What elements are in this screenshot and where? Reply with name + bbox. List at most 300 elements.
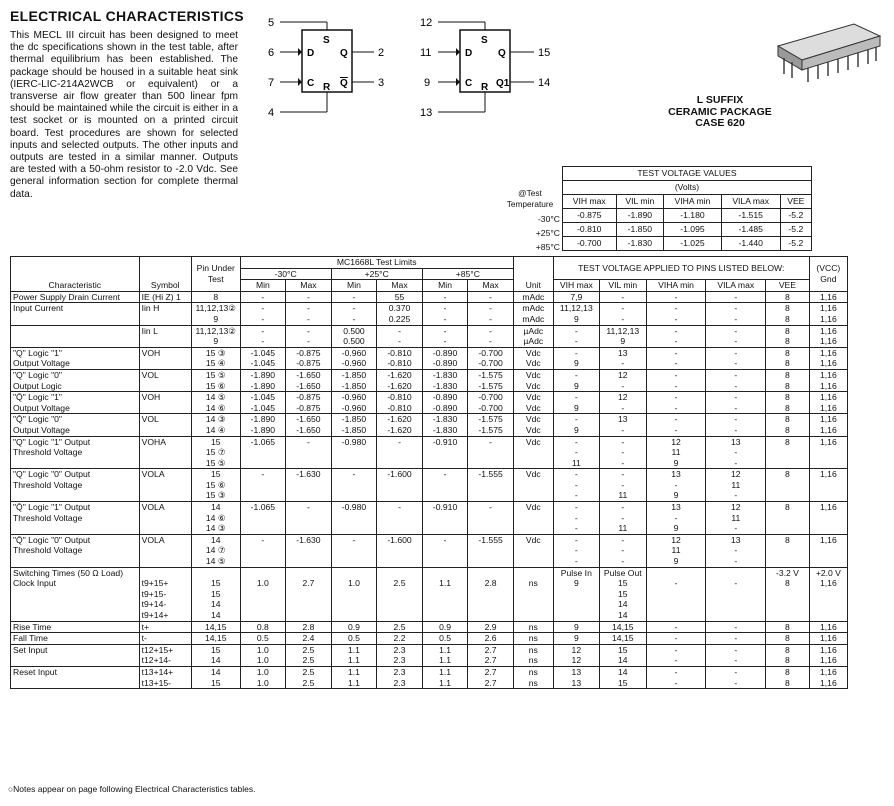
limit-cell: - <box>331 534 377 567</box>
max-header: Max <box>286 280 332 292</box>
pin-label: 3 <box>378 77 385 89</box>
unit-cell: Vdc Vdc <box>513 414 553 436</box>
table-row <box>11 621 848 633</box>
apply-cell: 12 - <box>599 392 646 414</box>
limit-cell: -1.065 <box>240 436 286 469</box>
gate-label: R <box>481 82 489 93</box>
pin-label: 5 <box>268 17 275 29</box>
apply-cell: - <box>599 291 646 303</box>
limit-cell: 55 <box>377 291 423 303</box>
limit-cell: -0.910 <box>422 436 468 469</box>
temp-label-line: Temperature <box>506 199 554 209</box>
limit-cell: 2.6 <box>468 633 514 645</box>
vcc-cell: 1,16 <box>809 469 847 502</box>
temp-header: +25°C <box>331 268 422 280</box>
apply-cell: - - - <box>599 436 646 469</box>
unit-cell: ns ns <box>513 644 553 666</box>
limit-cell: 2.3 2.3 <box>377 666 423 688</box>
tv-row <box>563 209 812 223</box>
limit-cell: -1.045 -1.045 <box>240 392 286 414</box>
table-row <box>11 633 848 645</box>
vcc-cell: 1,16 <box>809 291 847 303</box>
limit-cell: -1.620 -1.620 <box>377 414 423 436</box>
gate-label: R <box>323 82 331 93</box>
limit-cell: 0.370 0.225 <box>377 303 423 325</box>
limit-cell: 2.9 <box>468 621 514 633</box>
characteristic-cell: "Q̄" Logic "1" Output Threshold Voltage <box>11 502 140 535</box>
limit-cell: - <box>422 469 468 502</box>
characteristic-cell: Fall Time <box>11 633 140 645</box>
characteristic-cell: Switching Times (50 Ω Load) Clock Input <box>11 567 140 621</box>
apply-cell: - - 11 <box>553 436 599 469</box>
pin-cell: 14,15 <box>191 621 240 633</box>
vcc-cell: 1,16 1,16 <box>809 414 847 436</box>
unit-cell: Vdc <box>513 534 553 567</box>
apply-cell: - - <box>646 644 706 666</box>
limit-cell: - - <box>286 325 332 347</box>
limit-cell: -0.700 -0.700 <box>468 392 514 414</box>
flipflop-diagram-1 <box>262 10 402 122</box>
limit-cell: - - <box>240 325 286 347</box>
tv-cell: -1.515 <box>721 209 780 223</box>
apply-cell: 13 - <box>599 414 646 436</box>
col-header-vcc: (VCC) Gnd <box>809 257 847 292</box>
pin-label: 6 <box>268 47 275 59</box>
characteristic-cell <box>11 325 140 347</box>
symbol-cell: VOLA <box>139 469 191 502</box>
limit-cell: -0.875 -0.875 <box>286 347 332 369</box>
limit-cell: -0.960 -0.960 <box>331 347 377 369</box>
unit-cell: Vdc <box>513 469 553 502</box>
symbol-cell: t9+15+ t9+15- t9+14- t9+14+ <box>139 567 191 621</box>
apply-cell: 12 11 - <box>706 469 766 502</box>
pin-cell: 8 <box>191 291 240 303</box>
limit-cell: -1.065 <box>240 502 286 535</box>
package-label <box>660 95 780 130</box>
unit-cell: Vdc Vdc <box>513 392 553 414</box>
min-header: Min <box>240 280 286 292</box>
limit-cell: - <box>468 502 514 535</box>
vcc-cell: 1,16 1,16 <box>809 369 847 391</box>
pin-cell: 14 ⑤ 14 ⑥ <box>191 392 240 414</box>
apply-title: TEST VOLTAGE APPLIED TO PINS LISTED BELOW: <box>553 257 809 280</box>
limit-cell: 1.0 1.0 <box>240 644 286 666</box>
unit-cell: mAdc mAdc <box>513 303 553 325</box>
tv-cell: -1.890 <box>616 209 664 223</box>
apply-cell: - - <box>646 392 706 414</box>
symbol-cell: VOH <box>139 347 191 369</box>
limit-cell: - - <box>468 303 514 325</box>
max-header: Max <box>468 280 514 292</box>
limit-cell: - <box>240 469 286 502</box>
apply-cell: 8 <box>766 534 810 567</box>
gate-label: S <box>481 35 488 46</box>
apply-cell: -3.2 V 8 <box>766 567 810 621</box>
gate-label: Q <box>340 78 348 89</box>
apply-cell: 12 - <box>599 369 646 391</box>
limit-cell: -1.555 <box>468 534 514 567</box>
vcc-cell: 1,16 1,16 <box>809 347 847 369</box>
tv-cell: -0.810 <box>563 223 617 237</box>
tv-header: VIHA min <box>664 195 722 209</box>
tv-temps <box>522 212 560 254</box>
gate-label: C <box>307 78 315 89</box>
footnote <box>8 784 256 794</box>
unit-cell: Vdc Vdc <box>513 369 553 391</box>
tv-cell: -0.875 <box>563 209 617 223</box>
pin-cell: 11,12,13② 9 <box>191 325 240 347</box>
symbol-cell: IE (Hi Z) 1 <box>139 291 191 303</box>
apply-cell: - - <box>646 666 706 688</box>
tv-cell: -1.180 <box>664 209 722 223</box>
apply-cell: - - - <box>553 469 599 502</box>
limit-cell: - <box>377 502 423 535</box>
apply-header: VIL min <box>599 280 646 292</box>
apply-cell: 8 <box>766 621 810 633</box>
limit-cell: -0.890 -0.890 <box>422 392 468 414</box>
apply-cell: - - <box>706 303 766 325</box>
apply-cell: 8 8 <box>766 325 810 347</box>
vcc-cell: 1,16 <box>809 534 847 567</box>
unit-cell: ns <box>513 621 553 633</box>
table-row <box>11 291 848 303</box>
apply-cell: 12 12 <box>553 644 599 666</box>
table-row <box>11 369 848 391</box>
min-header: Min <box>422 280 468 292</box>
apply-cell: 8 8 <box>766 303 810 325</box>
characteristic-cell: Power Supply Drain Current <box>11 291 140 303</box>
limit-cell: - - <box>331 303 377 325</box>
pin-cell: 15 15 14 14 <box>191 567 240 621</box>
package-line: CASE 620 <box>695 117 745 129</box>
limit-cell: -0.980 <box>331 502 377 535</box>
limit-cell: - - <box>286 303 332 325</box>
table-row <box>11 502 848 535</box>
tv-header: VILA max <box>721 195 780 209</box>
limit-cell: - - <box>468 325 514 347</box>
tv-cell: -5.2 <box>780 237 811 251</box>
limit-cell: - <box>286 502 332 535</box>
apply-cell: - <box>646 621 706 633</box>
limit-cell: -1.850 -1.850 <box>331 369 377 391</box>
limit-cell: 0.8 <box>240 621 286 633</box>
limit-cell: - - <box>240 303 286 325</box>
characteristic-cell: "Q" Logic "1" Output Voltage <box>11 347 140 369</box>
limit-cell: -1.630 <box>286 469 332 502</box>
limit-cell: - <box>240 291 286 303</box>
apply-cell: 8 <box>766 469 810 502</box>
tv-temp: +85°C <box>535 242 560 252</box>
symbol-cell: VOLA <box>139 534 191 567</box>
tv-row <box>563 237 812 251</box>
characteristic-cell: Set Input <box>11 644 140 666</box>
tv-cell: -1.095 <box>664 223 722 237</box>
apply-cell: - - <box>706 325 766 347</box>
pin-cell: 14 ③ 14 ④ <box>191 414 240 436</box>
apply-cell: - - <box>646 325 706 347</box>
limit-cell: 1.0 <box>331 567 377 621</box>
vcc-cell: 1,16 1,16 <box>809 644 847 666</box>
unit-cell: Vdc <box>513 436 553 469</box>
limit-cell: 2.3 2.3 <box>377 644 423 666</box>
pin-cell: 11,12,13② 9 <box>191 303 240 325</box>
characteristic-cell: "Q" Logic "0" Output Threshold Voltage <box>11 469 140 502</box>
tv-header: VIL min <box>616 195 664 209</box>
vcc-cell: 1,16 <box>809 621 847 633</box>
limit-cell: - <box>331 469 377 502</box>
pin-cell: 15 ⑤ 15 ⑥ <box>191 369 240 391</box>
apply-cell: - - <box>646 369 706 391</box>
pin-label: 13 <box>420 107 433 119</box>
unit-cell: mAdc <box>513 291 553 303</box>
limit-cell: 1.1 1.1 <box>331 666 377 688</box>
apply-cell: - - <box>706 414 766 436</box>
pin-cell: 15 15 ⑦ 15 ⑤ <box>191 436 240 469</box>
limit-cell: -0.875 -0.875 <box>286 392 332 414</box>
characteristics-body <box>11 291 848 688</box>
package-line: L SUFFIX <box>696 94 744 106</box>
symbol-cell: VOL <box>139 414 191 436</box>
characteristic-cell: Reset Input <box>11 666 140 688</box>
pin-label: 4 <box>268 107 275 119</box>
tv-cell: -1.485 <box>721 223 780 237</box>
symbol-cell: VOL <box>139 369 191 391</box>
temp-header: +85°C <box>422 268 513 280</box>
footnote-text: Notes appear on page following Electrical Characteristics tables. <box>13 784 256 794</box>
symbol-cell: VOH <box>139 392 191 414</box>
table-row <box>11 303 848 325</box>
col-header-characteristic: Characteristic <box>11 257 140 292</box>
symbol-cell: VOHA <box>139 436 191 469</box>
apply-cell: - <box>646 291 706 303</box>
apply-cell: 8 <box>766 502 810 535</box>
apply-cell: 8 <box>766 291 810 303</box>
limit-cell: -1.850 -1.850 <box>331 414 377 436</box>
tv-temp: +25°C <box>535 228 560 238</box>
characteristic-cell: "Q̄" Logic "0" Output Threshold Voltage <box>11 534 140 567</box>
unit-cell: ns ns <box>513 666 553 688</box>
tv-cell: -1.440 <box>721 237 780 251</box>
col-header-pin: Pin Under Test <box>191 257 240 292</box>
note-icon: ○ <box>8 784 14 794</box>
tv-cell: -5.2 <box>780 223 811 237</box>
limit-cell: 1.1 1.1 <box>422 666 468 688</box>
tv-title: TEST VOLTAGE VALUES <box>563 167 812 181</box>
max-header: Max <box>377 280 423 292</box>
table-row <box>11 392 848 414</box>
tv-cell: -5.2 <box>780 209 811 223</box>
limit-cell: 0.9 <box>422 621 468 633</box>
tv-row <box>563 223 812 237</box>
limit-cell: -1.620 -1.620 <box>377 369 423 391</box>
intro-paragraph: This MECL III circuit has been designed to meet the dc specifications shown in the test table, after thermal equilibrium has been established. The package should be housed in a suitable heat sink (IERC-LIC-214A2WCB or equivalent) or a transverse air flow greater than 500 linear fpm should be maintained while the circuit is either in a test socket or is mounted on a printed circuit board. Test procedures are shown for selected inputs and selected outputs. The other inputs and outputs are tested in a similar manner. Outputs are tested with a 50-ohm resistor to -2.0 Vdc. See general information section for complete thermal data. <box>10 30 238 200</box>
apply-cell: 11,12,13 9 <box>553 303 599 325</box>
limit-cell: 2.7 2.7 <box>468 644 514 666</box>
limit-cell: 2.7 2.7 <box>468 666 514 688</box>
limit-cell: 1.1 <box>422 567 468 621</box>
vcc-cell: 1,16 1,16 <box>809 303 847 325</box>
table-row <box>11 325 848 347</box>
tv-header: VIH max <box>563 195 617 209</box>
apply-header: VIH max <box>553 280 599 292</box>
limit-cell: 0.5 <box>422 633 468 645</box>
limit-cell: 2.5 2.5 <box>286 666 332 688</box>
temp-label <box>500 188 560 210</box>
symbol-cell: t- <box>139 633 191 645</box>
apply-cell: - 9 <box>553 369 599 391</box>
symbol-cell: t13+14+ t13+15- <box>139 666 191 688</box>
apply-cell: 8 8 <box>766 347 810 369</box>
table-row <box>11 534 848 567</box>
vcc-cell: 1,16 <box>809 436 847 469</box>
apply-cell: 14 15 <box>599 666 646 688</box>
limit-cell: - <box>422 534 468 567</box>
apply-cell: - - <box>706 644 766 666</box>
apply-cell: 14,15 <box>599 633 646 645</box>
apply-cell: 13 - 9 <box>646 502 706 535</box>
limit-cell: - - <box>377 325 423 347</box>
table-row <box>11 436 848 469</box>
limit-cell: 1.1 1.1 <box>422 644 468 666</box>
pin-label: 14 <box>538 77 551 89</box>
limit-cell: -1.600 <box>377 534 423 567</box>
limit-cell: - - <box>422 303 468 325</box>
limit-cell: -1.650 -1.650 <box>286 369 332 391</box>
apply-cell: 8 8 <box>766 369 810 391</box>
tv-cell: -1.850 <box>616 223 664 237</box>
symbol-cell: Iin L <box>139 325 191 347</box>
apply-cell: 13 - - <box>706 534 766 567</box>
gate-label: Q <box>498 48 506 59</box>
apply-cell: 11,12,13 9 <box>599 325 646 347</box>
symbol-cell: Iin H <box>139 303 191 325</box>
limit-cell: - <box>331 291 377 303</box>
characteristics-table <box>10 256 848 689</box>
apply-cell: - <box>706 567 766 621</box>
table-row <box>11 567 848 621</box>
table-row <box>11 347 848 369</box>
package-line: CERAMIC PACKAGE <box>668 105 772 118</box>
unit-cell: ns <box>513 633 553 645</box>
limit-cell: -0.810 -0.810 <box>377 392 423 414</box>
pin-label: 11 <box>420 47 432 59</box>
vcc-cell: +2.0 V 1,16 <box>809 567 847 621</box>
table-row <box>11 469 848 502</box>
limit-cell: 0.9 <box>331 621 377 633</box>
limit-cell: - <box>240 534 286 567</box>
limit-cell: -1.830 -1.830 <box>422 369 468 391</box>
characteristic-cell: "Q" Logic "0" Output Logic <box>11 369 140 391</box>
unit-cell: µAdc µAdc <box>513 325 553 347</box>
page-heading: ELECTRICAL CHARACTERISTICS <box>10 8 244 24</box>
apply-cell: 13 - <box>599 347 646 369</box>
gate-label: Q1 <box>496 78 510 89</box>
flipflop-diagram-2 <box>416 10 566 122</box>
pin-cell: 15 14 <box>191 644 240 666</box>
limit-cell: 0.5 <box>331 633 377 645</box>
apply-cell: - - <box>646 303 706 325</box>
tv-cell: -1.830 <box>616 237 664 251</box>
limit-cell: - - <box>422 325 468 347</box>
unit-cell: Vdc Vdc <box>513 347 553 369</box>
limit-cell: -1.045 -1.045 <box>240 347 286 369</box>
limit-cell: -0.960 -0.960 <box>331 392 377 414</box>
limit-cell: -1.890 -1.890 <box>240 414 286 436</box>
apply-cell: 12 11 9 <box>646 534 706 567</box>
limit-cell: 2.5 <box>377 567 423 621</box>
vcc-cell: 1,16 1,16 <box>809 392 847 414</box>
temp-header: -30°C <box>240 268 331 280</box>
gate-label: D <box>465 48 473 59</box>
min-header: Min <box>331 280 377 292</box>
apply-cell: - - <box>706 666 766 688</box>
limit-cell: -1.650 -1.650 <box>286 414 332 436</box>
symbol-cell: t+ <box>139 621 191 633</box>
vcc-cell: 1,16 <box>809 633 847 645</box>
characteristic-cell: "Q̄" Logic "0" Output Voltage <box>11 414 140 436</box>
limit-cell: -1.600 <box>377 469 423 502</box>
pin-label: 7 <box>268 77 275 89</box>
gate-label: D <box>307 48 315 59</box>
apply-cell: - <box>706 291 766 303</box>
pin-label: 2 <box>378 47 385 59</box>
limit-cell: 2.8 <box>468 567 514 621</box>
apply-cell: 14,15 <box>599 621 646 633</box>
limit-cell: 1.0 1.0 <box>240 666 286 688</box>
pin-cell: 15 ③ 15 ④ <box>191 347 240 369</box>
apply-cell: 13 - 9 <box>646 469 706 502</box>
characteristic-cell: "Q" Logic "1" Output Threshold Voltage <box>11 436 140 469</box>
limit-cell: 1.1 1.1 <box>331 644 377 666</box>
limit-cell: -0.890 -0.890 <box>422 347 468 369</box>
pin-cell: 14 14 ⑦ 14 ⑤ <box>191 534 240 567</box>
apply-cell: - <box>646 633 706 645</box>
limit-cell: 2.4 <box>286 633 332 645</box>
pin-cell: 14 15 <box>191 666 240 688</box>
ceramic-package-image <box>772 16 884 86</box>
apply-cell: - 9 <box>553 347 599 369</box>
apply-header: VEE <box>766 280 810 292</box>
pin-label: 12 <box>420 17 433 29</box>
limit-cell: - <box>286 436 332 469</box>
limit-cell: -1.630 <box>286 534 332 567</box>
tv-temp: -30°C <box>537 214 560 224</box>
limit-cell: - <box>286 291 332 303</box>
limit-cell: 2.5 2.5 <box>286 644 332 666</box>
apply-cell: - <box>706 633 766 645</box>
limit-cell: -0.980 <box>331 436 377 469</box>
tv-cell: -0.700 <box>563 237 617 251</box>
apply-cell: - - - <box>553 534 599 567</box>
apply-cell: - - 11 <box>599 469 646 502</box>
table-row <box>11 644 848 666</box>
apply-cell: Pulse In 9 <box>553 567 599 621</box>
apply-cell: - - - <box>553 502 599 535</box>
apply-cell: 13 13 <box>553 666 599 688</box>
tv-header: VEE <box>780 195 811 209</box>
apply-cell: - - <box>646 347 706 369</box>
limit-cell: -1.830 -1.830 <box>422 414 468 436</box>
limit-cell: -1.555 <box>468 469 514 502</box>
limit-cell: 2.5 <box>377 621 423 633</box>
gate-label: S <box>323 35 330 46</box>
apply-cell: 8 8 <box>766 644 810 666</box>
unit-cell: Vdc <box>513 502 553 535</box>
limit-cell: 2.2 <box>377 633 423 645</box>
apply-cell: 9 <box>553 621 599 633</box>
apply-cell: - <box>706 621 766 633</box>
apply-cell: - - <box>553 325 599 347</box>
